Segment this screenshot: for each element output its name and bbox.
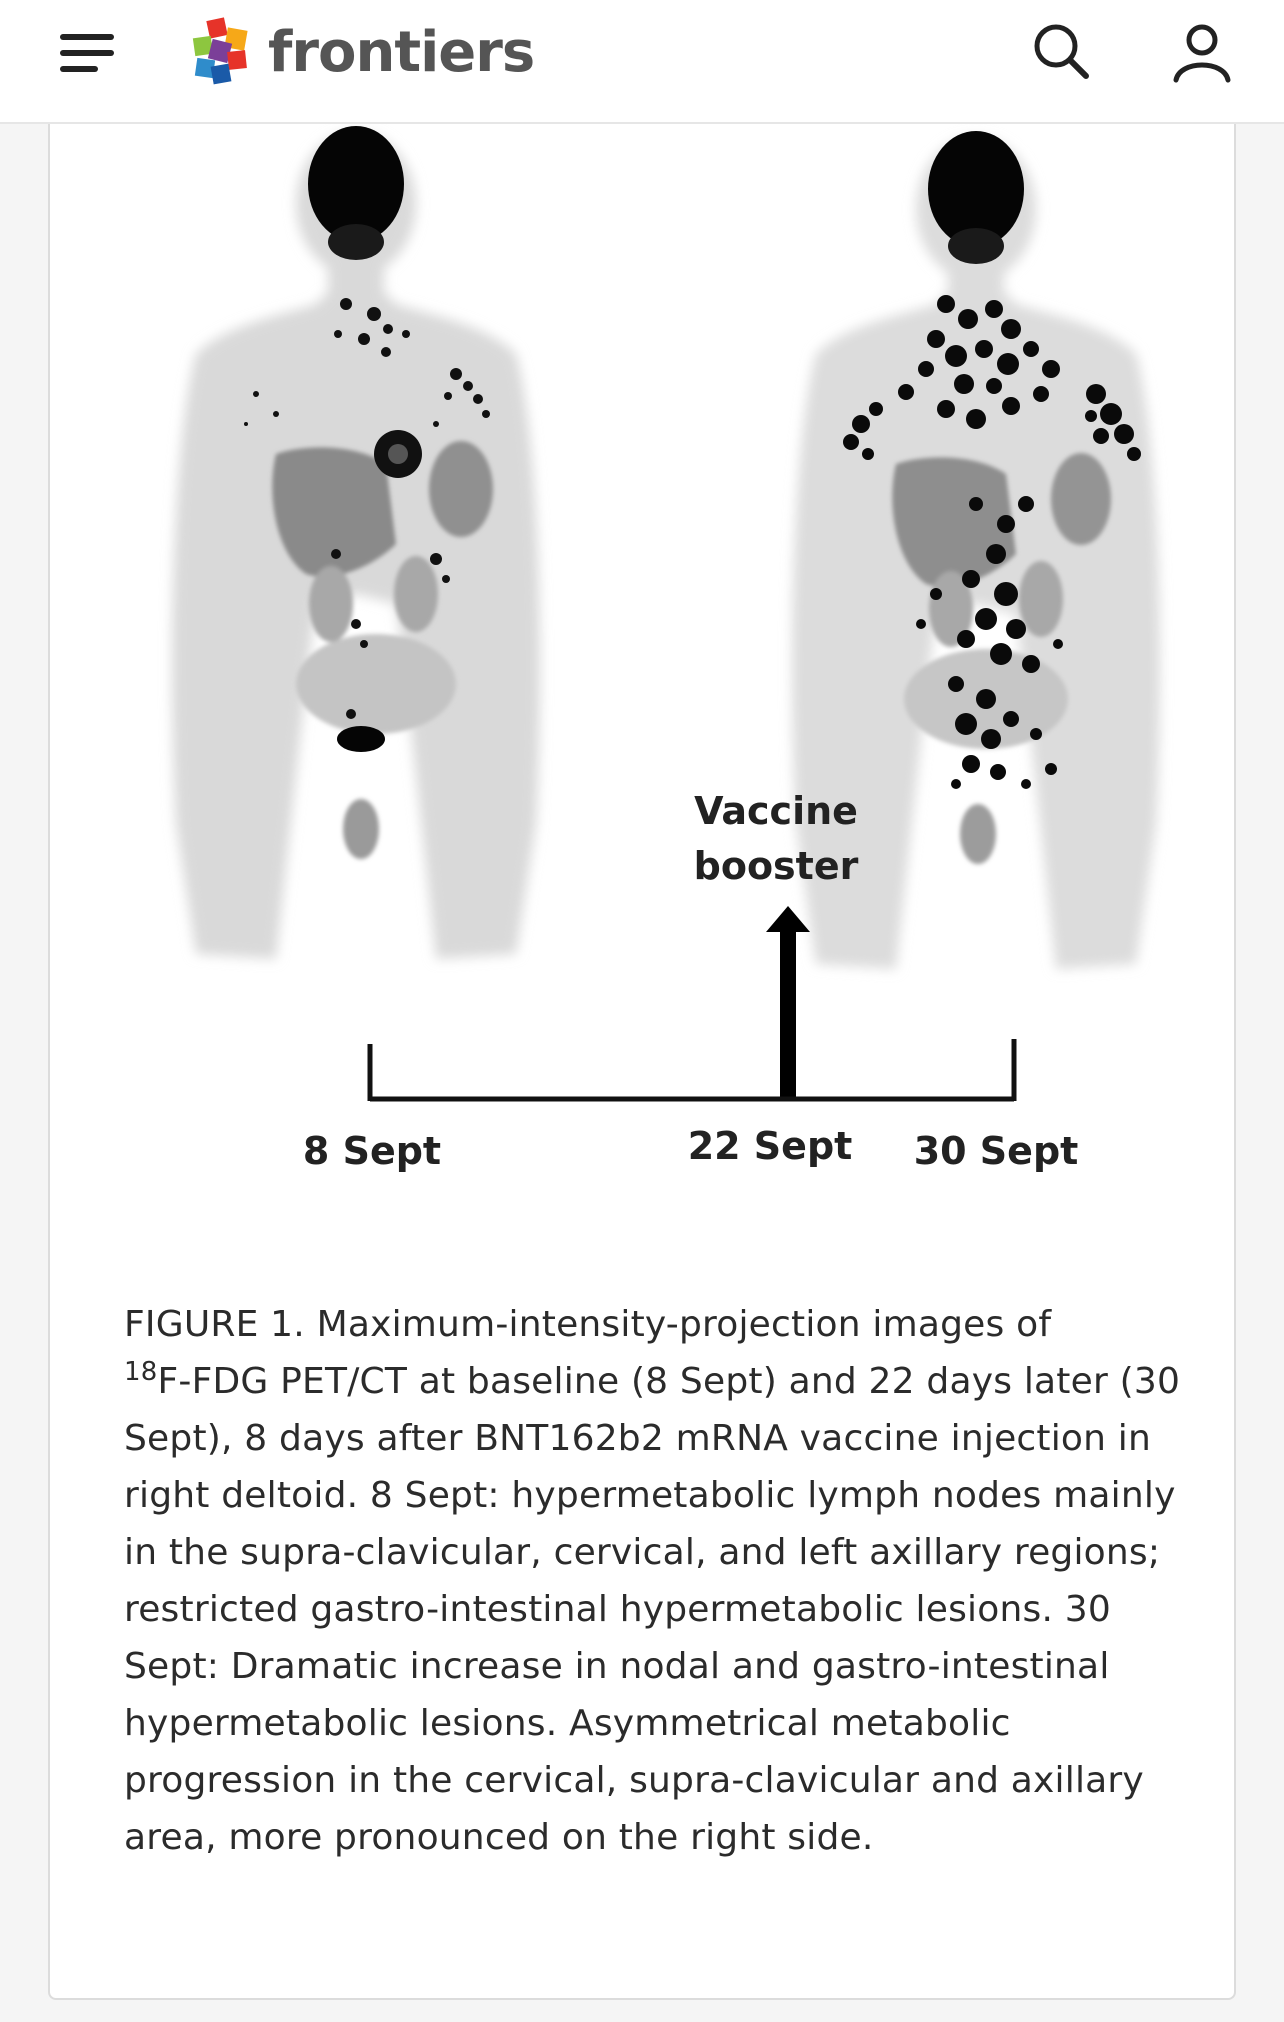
hamburger-menu-icon-bar bbox=[60, 50, 114, 56]
user-account-button[interactable] bbox=[1170, 20, 1234, 84]
caption-lead: FIGURE 1. Maximum-intensity-projection images of bbox=[124, 1304, 1052, 1345]
caption-body: F-FDG PET/CT at baseline (8 Sept) and 22 days later (30 Sept), 8 days after BNT162b2 mRNA vaccine injection in right deltoid. 8 Sept: hypermetabolic lymph nodes mainly in the supra-clavicular, cervical, and left axillary regions; restricted gastro-intestinal hypermetabolic lesions. 30 Sept: Dramatic increase in nodal and gastro-intestinal hypermetabolic lesions. Asymmetrical metabolic progression in the cervical, supra-clavicular and axillary area, more pronounced on the right side. bbox=[124, 1361, 1181, 1858]
timeline-start-label: 8 Sept bbox=[302, 1129, 442, 1173]
logo-text: frontiers bbox=[268, 19, 535, 85]
figure-card bbox=[48, 124, 1236, 2000]
timeline bbox=[303, 1039, 1078, 1173]
timeline-end-label: 30 Sept bbox=[913, 1129, 1079, 1173]
figure-caption bbox=[124, 1296, 1184, 1866]
timeline-mid-label: 22 Sept bbox=[687, 1124, 853, 1168]
pet-scan-baseline bbox=[172, 126, 540, 959]
booster-arrow-head bbox=[766, 906, 810, 932]
search-icon bbox=[1030, 20, 1094, 84]
search-button[interactable] bbox=[1030, 20, 1094, 84]
annotation-line2: booster bbox=[693, 844, 859, 888]
frontiers-logo-icon bbox=[192, 17, 254, 87]
user-icon bbox=[1170, 20, 1234, 84]
caption-superscript: 18 bbox=[124, 1357, 158, 1387]
menu-button[interactable] bbox=[56, 28, 120, 84]
frontiers-logo[interactable] bbox=[192, 14, 534, 90]
hamburger-menu-icon bbox=[60, 34, 114, 40]
pet-ct-figure bbox=[106, 124, 1186, 1344]
top-app-bar bbox=[0, 0, 1284, 124]
annotation-line1: Vaccine bbox=[694, 789, 858, 833]
hamburger-menu-icon-bar-short bbox=[60, 66, 98, 72]
